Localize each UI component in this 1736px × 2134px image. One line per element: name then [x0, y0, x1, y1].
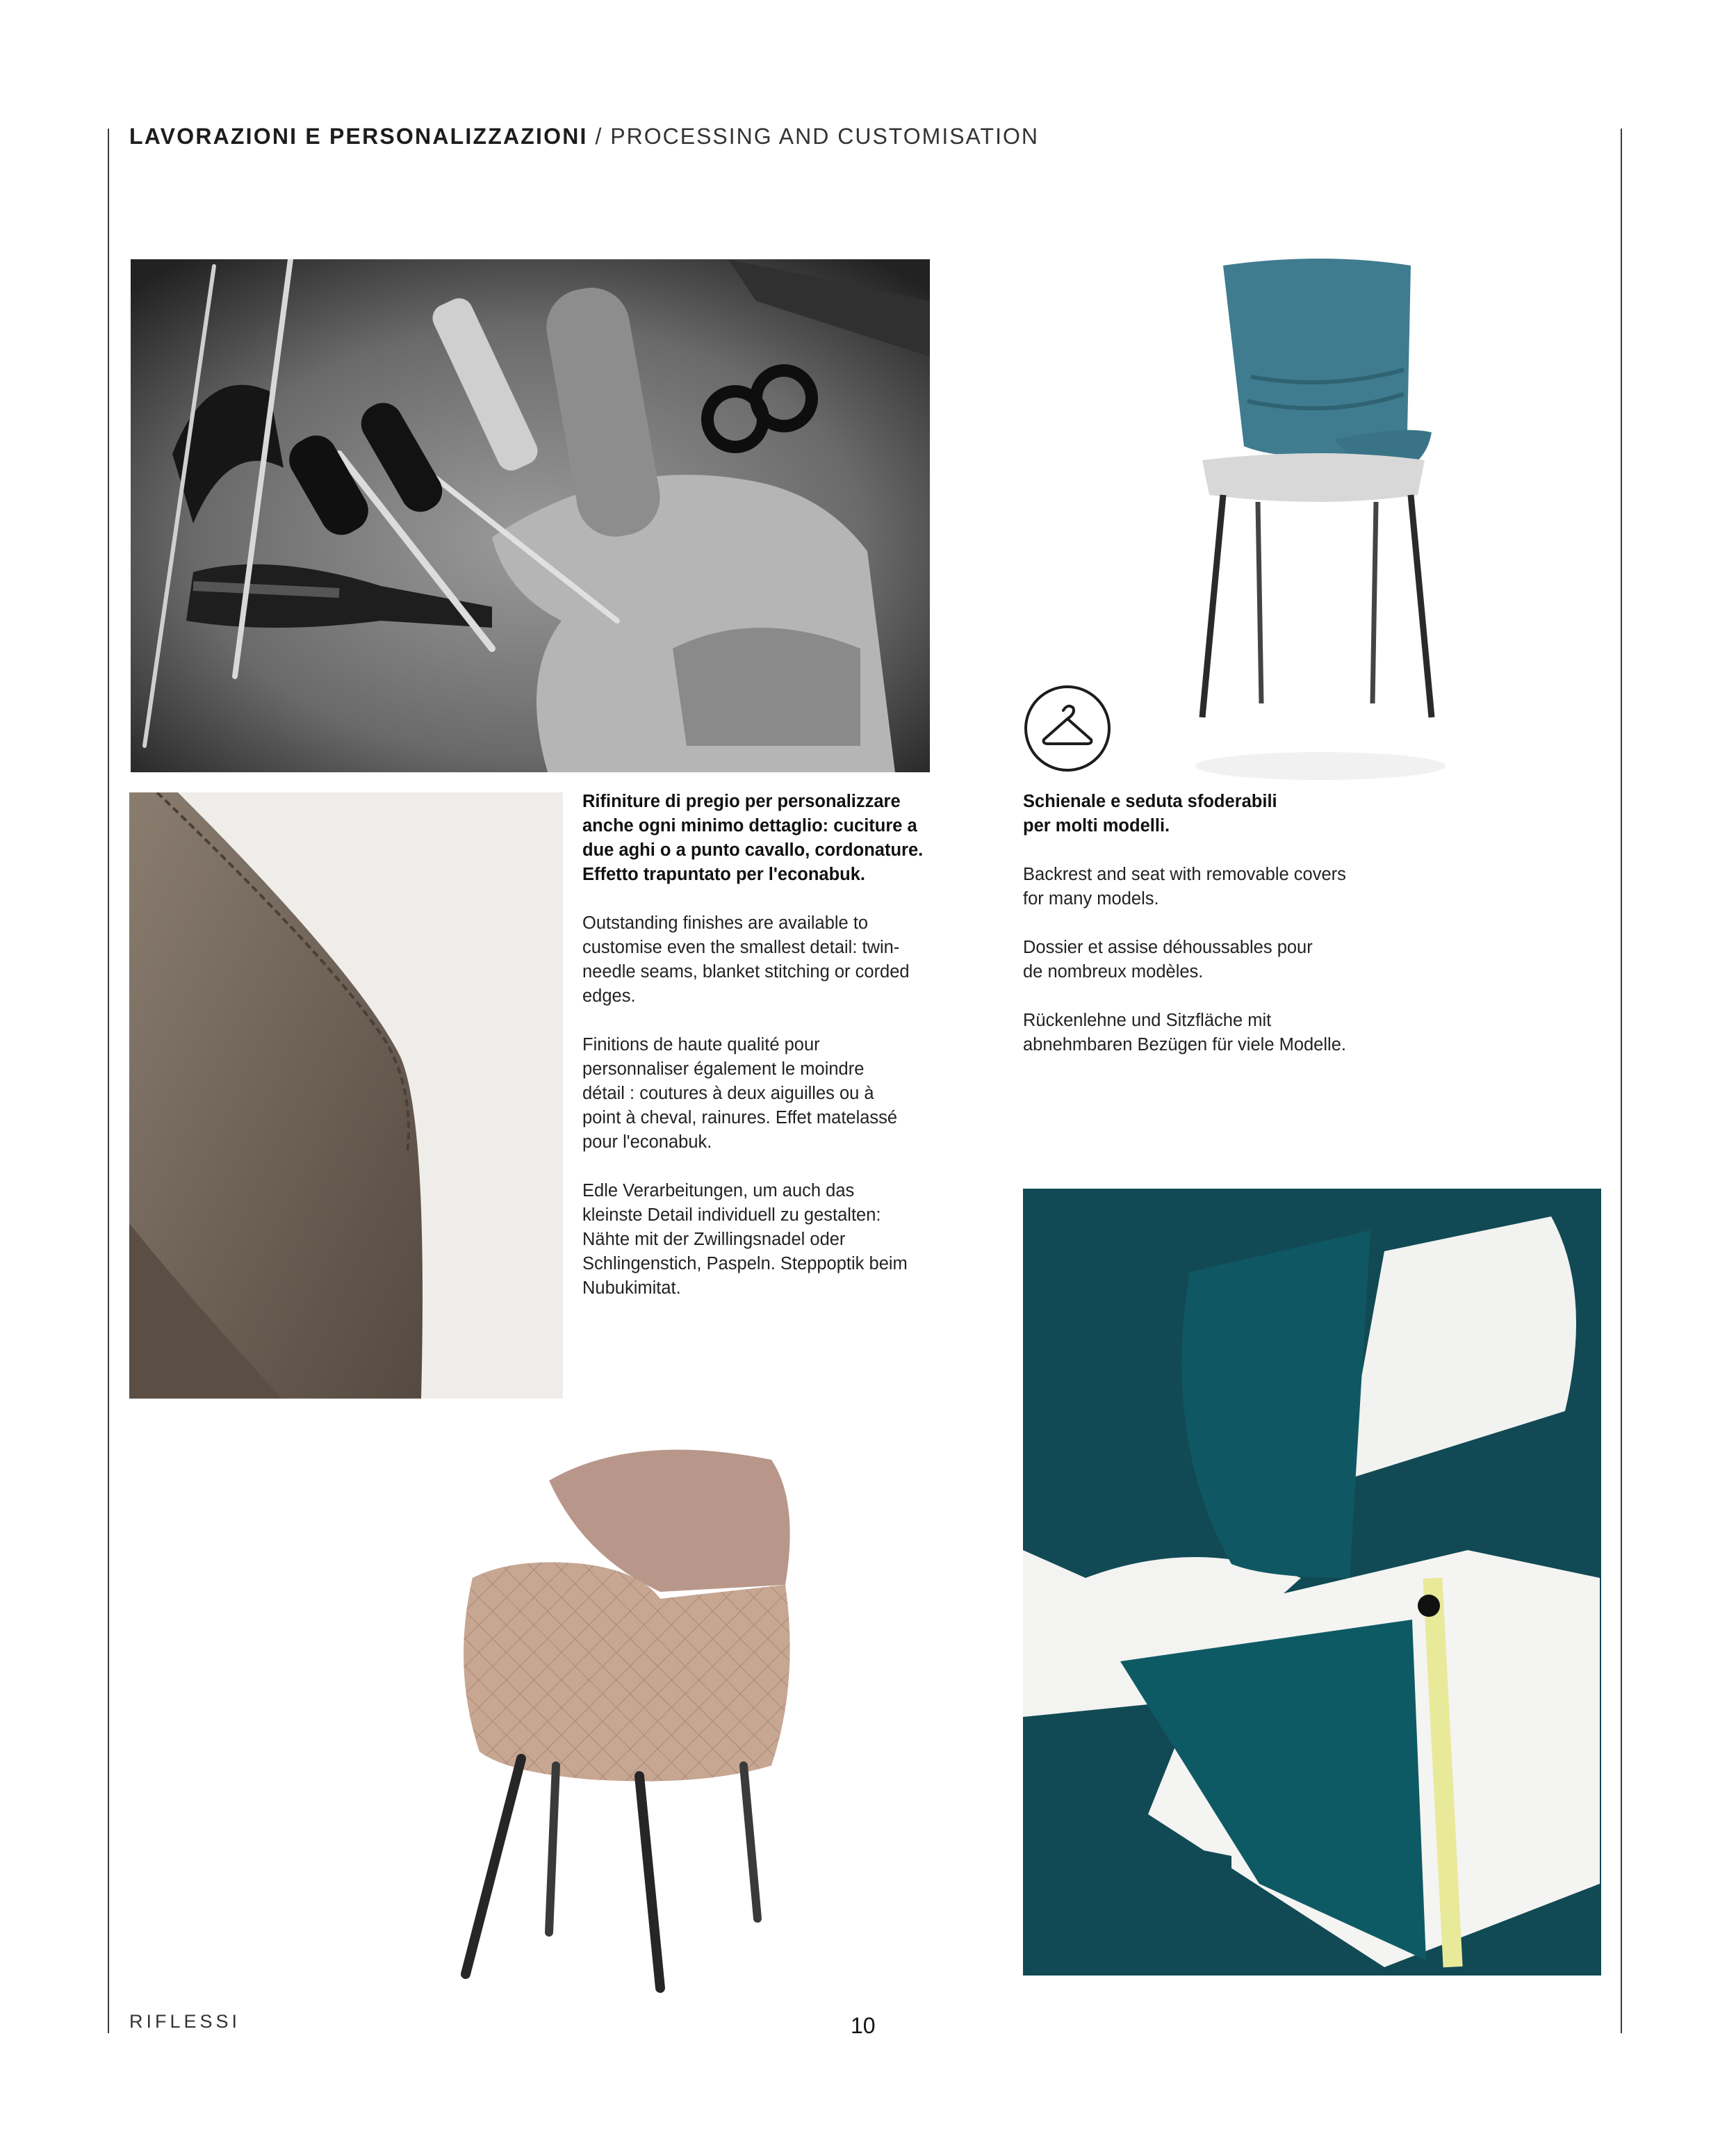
finishes-it-line: due aghi o a punto cavallo, cordonature. [582, 840, 924, 860]
covers-de-line: Rückenlehne und Sitzfläche mit [1023, 1011, 1272, 1030]
right-margin-rule [1621, 129, 1622, 2033]
finishes-de-line: Nubukimitat. [582, 1278, 681, 1298]
covers-text-en [1023, 863, 1412, 911]
finishes-fr-line: point à cheval, rainures. Effet matelassé [582, 1108, 898, 1127]
finishes-en-line: Outstanding finishes are available to [582, 913, 869, 933]
covers-fr-line: de nombreux modèles. [1023, 962, 1204, 982]
header-title-it: LAVORAZIONI E PERSONALIZZAZIONI [129, 124, 588, 149]
finishes-en-line: needle seams, blanket stitching or corded [582, 962, 910, 982]
finishes-text-de [582, 1179, 944, 1301]
covers-en-line: Backrest and seat with removable covers [1023, 865, 1346, 884]
finishes-de-line: Edle Verarbeitungen, um auch das [582, 1181, 855, 1200]
hanger-icon [1023, 684, 1112, 773]
finishes-text-fr [582, 1033, 944, 1155]
upholstery-tools-photo [131, 259, 930, 772]
chair-removable-cover-photo [1174, 252, 1466, 794]
covers-en-line: for many models. [1023, 889, 1159, 909]
page-header [129, 124, 1039, 149]
finishes-it-line: Effetto trapuntato per l'econabuk. [582, 865, 866, 884]
covers-text-block [1023, 790, 1412, 1082]
finishes-en-line: customise even the smallest detail: twin- [582, 938, 900, 957]
footer-brand: RIFLESSI [129, 2011, 241, 2032]
finishes-fr-line: pour l'econabuk. [582, 1132, 712, 1152]
finishes-text-block [582, 790, 944, 1325]
finishes-fr-line: détail : coutures à deux aiguilles ou à [582, 1084, 874, 1103]
covers-text-de [1023, 1009, 1412, 1057]
header-separator: / [587, 124, 611, 149]
finishes-text-it [582, 790, 944, 887]
finishes-de-line: Nähte mit der Zwillingsnadel oder [582, 1230, 846, 1249]
finishes-fr-line: Finitions de haute qualité pour [582, 1035, 820, 1054]
finishes-de-line: kleinste Detail individuell zu gestalten: [582, 1205, 881, 1225]
finishes-en-line: edges. [582, 986, 636, 1006]
finishes-it-line: anche ogni minimo dettaglio: cuciture a [582, 816, 917, 836]
covers-fr-line: Dossier et assise déhoussables pour [1023, 938, 1313, 957]
finishes-text-en [582, 911, 944, 1009]
page-number: 10 [851, 2013, 876, 2038]
quilted-armchair-photo [410, 1418, 827, 2002]
covers-text-fr [1023, 936, 1412, 984]
finishes-fr-line: personnaliser également le moindre [582, 1059, 865, 1079]
covers-text-it [1023, 790, 1412, 838]
covers-de-line: abnehmbaren Bezügen für viele Modelle. [1023, 1035, 1346, 1054]
stitched-leather-detail-photo [129, 792, 563, 1399]
covers-it-line: Schienale e seduta sfoderabili [1023, 792, 1277, 811]
covers-it-line: per molti modelli. [1023, 816, 1170, 836]
finishes-de-line: Schlingenstich, Paspeln. Steppoptik beim [582, 1254, 908, 1273]
fabric-patterns-photo [1023, 1189, 1601, 1976]
left-margin-rule [108, 129, 109, 2033]
header-title-en: PROCESSING AND CUSTOMISATION [610, 124, 1039, 149]
finishes-it-line: Rifiniture di pregio per personalizzare [582, 792, 901, 811]
